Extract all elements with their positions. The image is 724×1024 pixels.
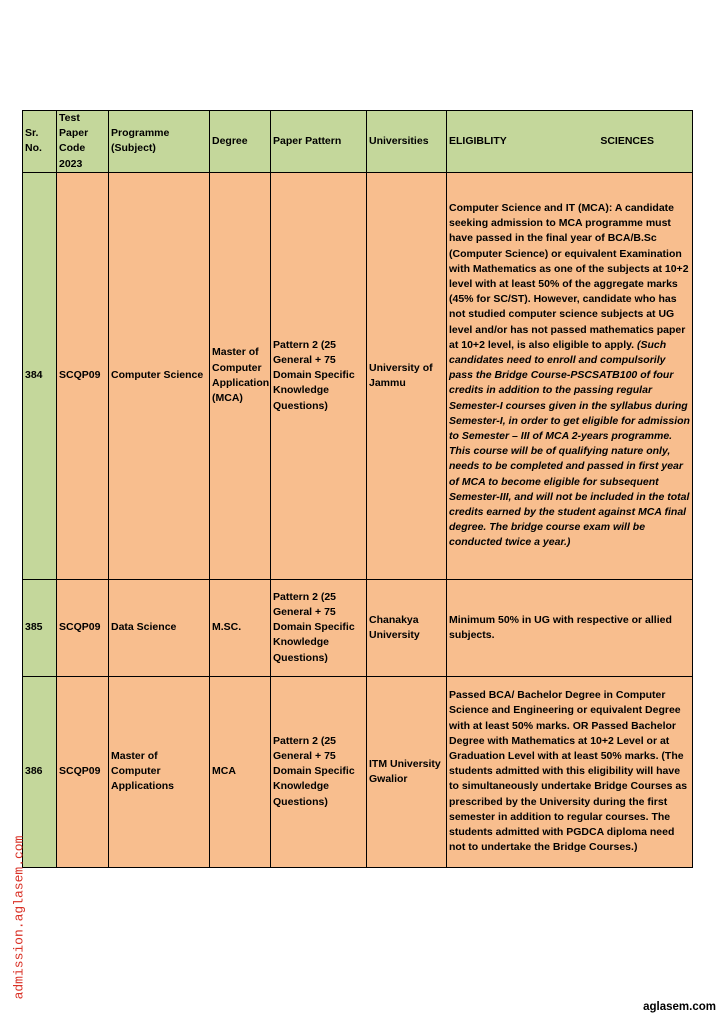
row-code: SCQP09: [57, 579, 109, 676]
table-row: [23, 579, 693, 676]
table-row: [23, 676, 693, 867]
row-sr-no: 384: [23, 172, 57, 579]
row-programme: Data Science: [109, 579, 210, 676]
table-row: [23, 172, 693, 579]
row-programme: Computer Science: [109, 172, 210, 579]
footer-site-name: aglasem.com: [643, 1001, 716, 1013]
header-stream: SCIENCES: [600, 134, 654, 147]
eligibility-main-text: Computer Science and IT (MCA): A candidate seeking admission to MCA programme must have passed in the final year of BCA/B.Sc (Computer Science) or equivalent Examination with Mathematics as one of the subjects at 10+2 level with at least 50% of the aggregate marks (45% for SC/ST). However, candidate who has not studied computer science subjects at UG level and/or has not passed mathematics paper at 10+2 level, is also eligible to apply.: [449, 201, 689, 351]
header-row: [23, 111, 693, 173]
eligibility-table: [22, 110, 693, 868]
row-sr-no: 385: [23, 579, 57, 676]
row-eligibility: [447, 172, 693, 579]
header-programme: Programme (Subject): [109, 111, 210, 173]
row-eligibility: Passed BCA/ Bachelor Degree in Computer Science and Engineering or equivalent Degree with at least 50% marks. OR Passed Bachelor Degree with Mathematics at 10+2 Level or at Graduation Level with at least 50% marks. (The students admitted with this eligibility will have to simultaneously undertake Bridge Courses as prescribed by the University during the first semester in addition to regular courses. The students admitted with PGDCA diploma need not to undertake the Bridge Courses.): [447, 676, 693, 867]
row-degree: Master of Computer Application (MCA): [210, 172, 271, 579]
row-pattern: Pattern 2 (25 General + 75 Domain Specific Knowledge Questions): [271, 579, 367, 676]
header-sr-no: Sr. No.: [23, 111, 57, 173]
row-university: Chanakya University: [367, 579, 447, 676]
row-university: University of Jammu: [367, 172, 447, 579]
row-university: ITM University Gwalior: [367, 676, 447, 867]
row-programme: Master of Computer Applications: [109, 676, 210, 867]
row-degree: M.SC.: [210, 579, 271, 676]
row-pattern: Pattern 2 (25 General + 75 Domain Specific Knowledge Questions): [271, 172, 367, 579]
row-degree: MCA: [210, 676, 271, 867]
header-test-paper-code: Test Paper Code 2023: [57, 111, 109, 173]
row-sr-no: 386: [23, 676, 57, 867]
header-eligibility-cell: [447, 111, 693, 173]
header-degree: Degree: [210, 111, 271, 173]
row-eligibility: Minimum 50% in UG with respective or allied subjects.: [447, 579, 693, 676]
header-paper-pattern: Paper Pattern: [271, 111, 367, 173]
row-code: SCQP09: [57, 676, 109, 867]
side-watermark: admission.aglasem.com: [11, 835, 27, 1000]
header-universities: Universities: [367, 111, 447, 173]
header-eligibility: ELIGIBLITY: [449, 134, 507, 147]
eligibility-note-text: (Such candidates need to enroll and compulsorily pass the Bridge Course-PSCSATB100 of four credits in addition to the passing regular Semester-I courses given in the syllabus during Semester-I, in order to get eligible for admission to Semester – III of MCA 2-years programme. This course will be of qualifying nature only, needs to be completed and passed in first year of MCA to become eligible for subsequent Semester-III, and will not be included in the total credits earned by the student against MCA final degree. The bridge course exam will be conducted twice a year.): [449, 338, 690, 549]
row-code: SCQP09: [57, 172, 109, 579]
row-pattern: Pattern 2 (25 General + 75 Domain Specific Knowledge Questions): [271, 676, 367, 867]
